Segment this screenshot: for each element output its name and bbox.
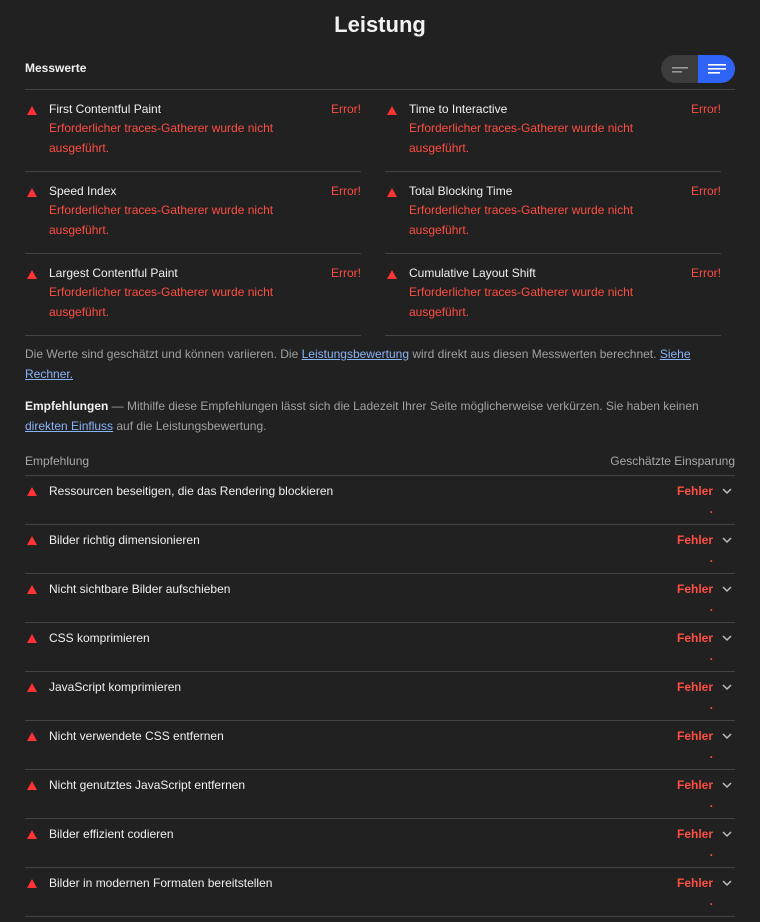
- chevron-down-icon[interactable]: [721, 534, 733, 546]
- performance-score-link[interactable]: Leistungsbewertung: [301, 347, 410, 361]
- savings-value: Fehler: [676, 484, 713, 498]
- recommendation-name: CSS komprimieren: [49, 631, 150, 645]
- recommendations-table-header: [25, 453, 735, 476]
- estimate-note: [25, 344, 725, 384]
- metrics-label: Messwerte: [25, 60, 87, 75]
- chevron-down-icon[interactable]: [721, 730, 733, 742]
- metric-description: Erforderlicher traces-Gatherer wurde nicht ausgeführt.: [49, 285, 274, 319]
- calculator-link[interactable]: Siehe Rechner.: [25, 347, 691, 381]
- recommendations-intro: [25, 396, 725, 436]
- recommendations-list: [25, 476, 735, 917]
- warning-triangle-icon: [27, 188, 37, 197]
- recommendation-row[interactable]: [25, 476, 735, 525]
- warning-triangle-icon: [27, 270, 37, 279]
- metric-description: Erforderlicher traces-Gatherer wurde nicht ausgeführt.: [49, 121, 274, 155]
- metrics-column-right: [385, 90, 721, 336]
- recommendation-name: Ressourcen beseitigen, die das Rendering blockieren: [49, 484, 334, 498]
- recommendation-row[interactable]: [25, 868, 735, 917]
- warning-triangle-icon: [27, 781, 37, 790]
- view-toggle[interactable]: [661, 55, 735, 83]
- warning-triangle-icon: [27, 683, 37, 692]
- metrics-header: [25, 52, 735, 89]
- metric-description: Erforderlicher traces-Gatherer wurde nicht ausgeführt.: [409, 121, 634, 155]
- savings-dot: .: [709, 698, 713, 712]
- savings-dot: .: [709, 894, 713, 908]
- metric-name: Total Blocking Time: [409, 184, 513, 198]
- metrics-grid: [25, 89, 735, 336]
- savings-value: Fehler: [676, 582, 713, 596]
- metric-time-to-interactive: [385, 90, 721, 172]
- savings-value: Fehler: [676, 631, 713, 645]
- savings-dot: .: [709, 845, 713, 859]
- chevron-down-icon[interactable]: [721, 632, 733, 644]
- warning-triangle-icon: [27, 634, 37, 643]
- metric-value: Error!: [691, 184, 721, 198]
- metric-value: Error!: [331, 102, 361, 116]
- metric-name: Speed Index: [49, 184, 117, 198]
- chevron-down-icon[interactable]: [721, 779, 733, 791]
- metric-description: Erforderlicher traces-Gatherer wurde nicht ausgeführt.: [409, 203, 634, 237]
- recommendation-name: Nicht verwendete CSS entfernen: [49, 729, 224, 743]
- savings-value: Fehler: [676, 827, 713, 841]
- metric-value: Error!: [331, 266, 361, 280]
- recommendation-row[interactable]: [25, 623, 735, 672]
- metric-name: Cumulative Layout Shift: [409, 266, 536, 280]
- recommendation-name: Bilder effizient codieren: [49, 827, 174, 841]
- savings-dot: .: [709, 502, 713, 516]
- metric-description: Erforderlicher traces-Gatherer wurde nicht ausgeführt.: [49, 203, 274, 237]
- recommendation-row[interactable]: [25, 525, 735, 574]
- savings-value: Fehler: [676, 729, 713, 743]
- savings-value: Fehler: [676, 680, 713, 694]
- compact-view-button[interactable]: [661, 55, 698, 83]
- metric-cumulative-layout-shift: [385, 254, 721, 336]
- warning-triangle-icon: [27, 536, 37, 545]
- compact-list-icon: [671, 64, 689, 74]
- metric-value: Error!: [691, 102, 721, 116]
- metric-name: Time to Interactive: [409, 102, 508, 116]
- metric-name: First Contentful Paint: [49, 102, 162, 116]
- warning-triangle-icon: [387, 106, 397, 115]
- note-text: Die Werte sind geschätzt und können variieren. Die: [25, 347, 302, 361]
- intro-text: auf die Leistungsbewertung.: [113, 419, 267, 433]
- recommendation-name: JavaScript komprimieren: [49, 680, 182, 694]
- warning-triangle-icon: [387, 270, 397, 279]
- savings-value: Fehler: [676, 533, 713, 547]
- recommendations-title: Empfehlungen: [25, 399, 109, 413]
- chevron-down-icon[interactable]: [721, 877, 733, 889]
- expanded-list-icon: [708, 63, 726, 75]
- warning-triangle-icon: [27, 487, 37, 496]
- column-recommendation: Empfehlung: [25, 454, 90, 468]
- chevron-down-icon[interactable]: [721, 828, 733, 840]
- chevron-down-icon[interactable]: [721, 681, 733, 693]
- warning-triangle-icon: [27, 585, 37, 594]
- chevron-down-icon[interactable]: [721, 485, 733, 497]
- savings-dot: .: [709, 600, 713, 614]
- metric-largest-contentful-paint: [25, 254, 361, 336]
- recommendation-name: Nicht sichtbare Bilder aufschieben: [49, 582, 231, 596]
- intro-text: Mithilfe diese Empfehlungen lässt sich die Ladezeit Ihrer Seite möglicherweise verkürzen. Sie haben keinen: [127, 399, 699, 413]
- recommendation-row[interactable]: [25, 574, 735, 623]
- savings-dot: .: [709, 649, 713, 663]
- warning-triangle-icon: [27, 106, 37, 115]
- warning-triangle-icon: [27, 732, 37, 741]
- metric-value: Error!: [691, 266, 721, 280]
- recommendation-row[interactable]: [25, 721, 735, 770]
- direct-influence-link[interactable]: direkten Einfluss: [25, 419, 114, 433]
- savings-dot: .: [709, 747, 713, 761]
- recommendation-row[interactable]: [25, 770, 735, 819]
- recommendation-row[interactable]: [25, 672, 735, 721]
- recommendation-name: Bilder richtig dimensionieren: [49, 533, 200, 547]
- metrics-column-left: [25, 90, 361, 336]
- warning-triangle-icon: [27, 830, 37, 839]
- note-text: wird direkt aus diesen Messwerten berechnet.: [409, 347, 660, 361]
- recommendation-name: Nicht genutztes JavaScript entfernen: [49, 778, 246, 792]
- metric-name: Largest Contentful Paint: [49, 266, 178, 280]
- page-title: Leistung: [334, 12, 426, 37]
- savings-dot: .: [709, 551, 713, 565]
- metric-speed-index: [25, 172, 361, 254]
- title-dash: —: [108, 399, 128, 413]
- warning-triangle-icon: [387, 188, 397, 197]
- chevron-down-icon[interactable]: [721, 583, 733, 595]
- warning-triangle-icon: [27, 879, 37, 888]
- savings-value: Fehler: [676, 876, 713, 890]
- metric-value: Error!: [331, 184, 361, 198]
- savings-dot: .: [709, 796, 713, 810]
- metric-total-blocking-time: [385, 172, 721, 254]
- expanded-view-button[interactable]: [698, 55, 735, 83]
- recommendation-name: Bilder in modernen Formaten bereitstellen: [49, 876, 273, 890]
- recommendation-row[interactable]: [25, 819, 735, 868]
- metric-description: Erforderlicher traces-Gatherer wurde nicht ausgeführt.: [409, 285, 634, 319]
- column-estimated-savings: Geschätzte Einsparung: [610, 454, 735, 468]
- metric-first-contentful-paint: [25, 90, 361, 172]
- savings-value: Fehler: [676, 778, 713, 792]
